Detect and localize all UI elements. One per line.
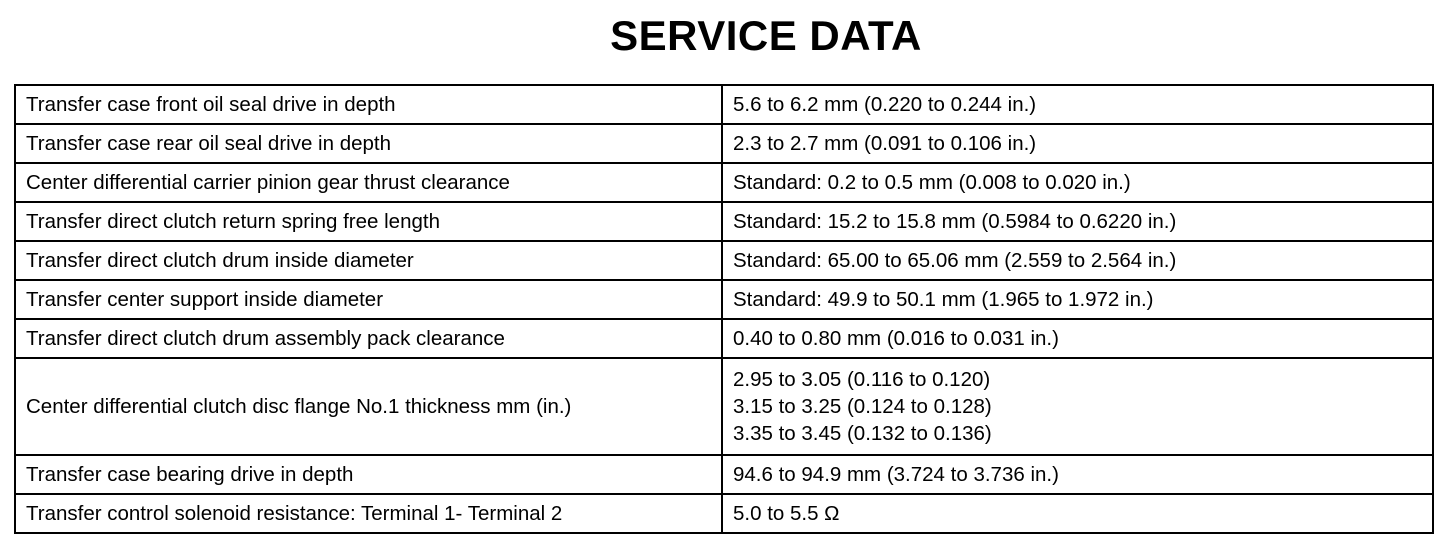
spec-value-line: 3.15 to 3.25 (0.124 to 0.128) bbox=[733, 395, 992, 418]
spec-item: Transfer direct clutch drum inside diameter bbox=[15, 241, 722, 280]
spec-item: Center differential carrier pinion gear thrust clearance bbox=[15, 163, 722, 202]
table-row bbox=[15, 85, 1433, 124]
spec-value bbox=[722, 358, 1433, 455]
spec-item: Transfer case front oil seal drive in depth bbox=[15, 85, 722, 124]
spec-value: 0.40 to 0.80 mm (0.016 to 0.031 in.) bbox=[722, 319, 1433, 358]
table-row bbox=[15, 124, 1433, 163]
spec-value-line: 3.35 to 3.45 (0.132 to 0.136) bbox=[733, 422, 992, 445]
page-title: SERVICE DATA bbox=[610, 12, 922, 59]
spec-item: Transfer direct clutch return spring free length bbox=[15, 202, 722, 241]
spec-item: Transfer center support inside diameter bbox=[15, 280, 722, 319]
table-row bbox=[15, 163, 1433, 202]
spec-item: Transfer case bearing drive in depth bbox=[15, 455, 722, 494]
table-row bbox=[15, 455, 1433, 494]
spec-value: Standard: 65.00 to 65.06 mm (2.559 to 2.564 in.) bbox=[722, 241, 1433, 280]
table-row bbox=[15, 202, 1433, 241]
spec-item: Transfer case rear oil seal drive in depth bbox=[15, 124, 722, 163]
spec-item: Center differential clutch disc flange No.1 thickness mm (in.) bbox=[15, 358, 722, 455]
spec-value: 94.6 to 94.9 mm (3.724 to 3.736 in.) bbox=[722, 455, 1433, 494]
table-row bbox=[15, 280, 1433, 319]
spec-value: Standard: 49.9 to 50.1 mm (1.965 to 1.972 in.) bbox=[722, 280, 1433, 319]
spec-value-line: 2.95 to 3.05 (0.116 to 0.120) bbox=[733, 368, 991, 391]
table-row bbox=[15, 494, 1433, 533]
spec-item: Transfer direct clutch drum assembly pack clearance bbox=[15, 319, 722, 358]
table-row bbox=[15, 358, 1433, 455]
service-data-table bbox=[14, 84, 1434, 534]
spec-value: 5.0 to 5.5 Ω bbox=[722, 494, 1433, 533]
spec-value: Standard: 15.2 to 15.8 mm (0.5984 to 0.6220 in.) bbox=[722, 202, 1433, 241]
spec-item: Transfer control solenoid resistance: Terminal 1- Terminal 2 bbox=[15, 494, 722, 533]
spec-value: Standard: 0.2 to 0.5 mm (0.008 to 0.020 in.) bbox=[722, 163, 1433, 202]
table-row bbox=[15, 319, 1433, 358]
spec-value: 5.6 to 6.2 mm (0.220 to 0.244 in.) bbox=[722, 85, 1433, 124]
table-row bbox=[15, 241, 1433, 280]
spec-value: 2.3 to 2.7 mm (0.091 to 0.106 in.) bbox=[722, 124, 1433, 163]
